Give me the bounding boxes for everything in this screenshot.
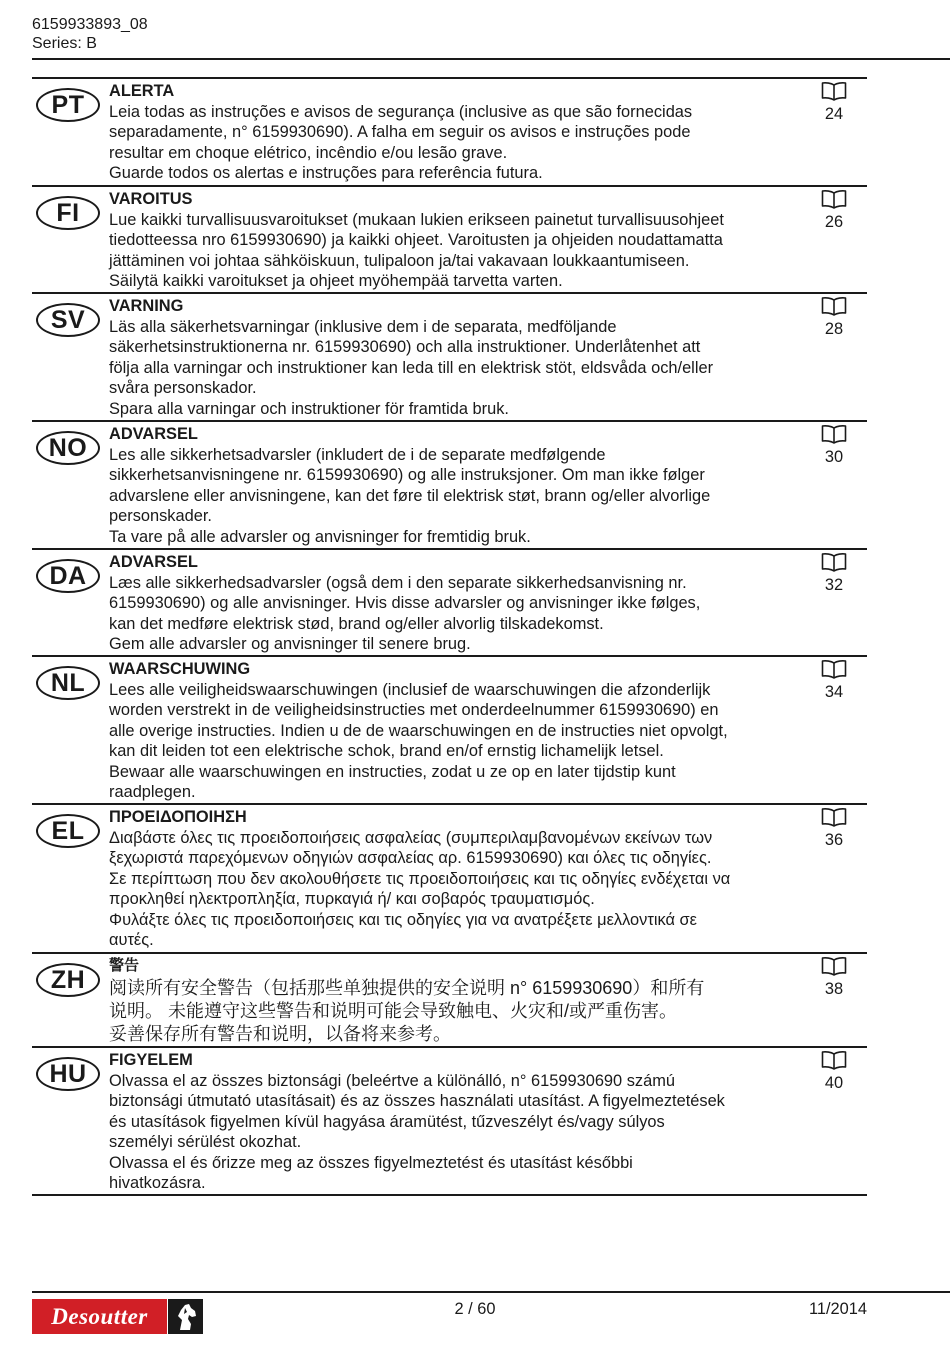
warning-line: Säilytä kaikki varoitukset ja ohjeet myöhempää tarvetta varten.: [109, 272, 563, 290]
reference-page-number: 32: [824, 576, 844, 594]
warning-heading: FIGYELEM: [109, 1051, 193, 1069]
warning-line: alle overige instructies. Indien u de de waarschuwingen en de instructies niet opvolgt,: [109, 721, 728, 740]
book-icon: [817, 189, 851, 209]
warning-line: Olvassa el és őrizze meg az összes figyelmeztetést és utasítást későbbi: [109, 1153, 633, 1172]
reference-page-number: 36: [824, 831, 844, 849]
page-number: 2 / 60: [454, 1300, 496, 1318]
warning-body: [109, 828, 809, 951]
warning-line: personskader.: [109, 507, 212, 525]
language-code-badge: NL: [36, 666, 100, 700]
warning-heading: ADVARSEL: [109, 553, 198, 571]
warning-text: [109, 296, 809, 419]
warning-text: [109, 81, 809, 184]
warning-body: [109, 317, 809, 420]
warning-body: [109, 102, 809, 184]
warning-line: Φυλάξτε όλες τις προειδοποιήσεις και τις οδηγίες για να ανατρέξετε μελλοντικά σε: [109, 910, 697, 929]
warning-line: 说明。 未能遵守这些警告和说明可能会导致触电、火灾和/或严重伤害。: [109, 1000, 677, 1021]
warning-text: [109, 552, 809, 655]
warning-line: Ta vare på alle advarsler og anvisninger for fremtidig bruk.: [109, 527, 531, 546]
warning-line: Gem alle advarsler og anvisninger til senere brug.: [109, 635, 471, 653]
page-reference: [817, 296, 851, 339]
warning-body: [109, 573, 809, 655]
warning-line: Les alle sikkerhetsadvarsler (inkludert de i de separate medfølgende: [109, 445, 606, 464]
warning-text: [109, 807, 809, 951]
reference-page-number: 34: [824, 683, 844, 701]
warning-line: 妥善保存所有警告和说明，以备将来参考。: [109, 1023, 451, 1044]
warning-text: [109, 189, 809, 292]
warning-line: Guarde todos os alertas e instruções para referência futura.: [109, 164, 543, 182]
page-reference: [817, 424, 851, 467]
page-reference: [817, 552, 851, 595]
warning-line: worden verstrekt in de veiligheidsinstructies met onderdeelnummer 6159930690) en: [109, 701, 719, 719]
warning-line: följa alla varningar och instruktioner kan leda till en elektrisk stöt, eldsvåda och/eller: [109, 358, 714, 377]
warning-heading: VAROITUS: [109, 190, 193, 208]
footer-divider: [32, 1291, 950, 1293]
reference-page-number: 28: [824, 320, 844, 338]
warning-line: sikkerhetsanvisningene nr. 6159930690) og alle instruksjoner. Om man ikke følger: [109, 466, 705, 484]
warning-body: [109, 210, 809, 292]
warning-line: 6159930690) og alle anvisninger. Hvis disse advarsler og anvisninger ikke følges,: [109, 594, 701, 612]
book-icon: [817, 1050, 851, 1070]
warning-line: személyi sérülést okozhat.: [109, 1133, 302, 1151]
horse-emblem-icon: [168, 1299, 203, 1334]
section-row-zh: [32, 954, 867, 1048]
language-code-badge: HU: [36, 1057, 100, 1091]
warning-line: 阅读所有安全警告（包括那些单独提供的安全说明 n° 6159930690）和所有: [109, 977, 705, 998]
page-reference: [817, 189, 851, 232]
page-reference: [817, 659, 851, 702]
warning-line: kan dit leiden tot een elektrische schok, brand en/of ernstig lichamelijk letsel.: [109, 742, 664, 760]
book-icon: [817, 81, 851, 101]
warning-line: Bewaar alle waarschuwingen en instructies, zodat u ze op en later tijdstip kunt: [109, 762, 676, 781]
warning-line: Leia todas as instruções e avisos de segurança (inclusive as que são fornecidas: [109, 102, 693, 121]
warning-line: tiedotteessa nro 6159930690) ja kaikki ohjeet. Varoitusten ja ohjeiden noudattamatta: [109, 231, 723, 249]
book-icon: [817, 552, 851, 572]
section-row-el: [32, 805, 867, 954]
reference-page-number: 38: [824, 980, 844, 998]
warning-line: Σε περίπτωση που δεν ακολουθήσετε τις προειδοποιήσεις και τις οδηγίες ενδέχεται να: [109, 869, 731, 888]
warning-text: [109, 659, 809, 803]
warning-heading: VARNING: [109, 297, 184, 315]
page-reference: [817, 1050, 851, 1093]
book-icon: [817, 424, 851, 444]
reference-page-number: 26: [824, 213, 844, 231]
language-code-badge: SV: [36, 303, 100, 337]
warning-line: Lue kaikki turvallisuusvaroitukset (mukaan lukien erikseen painetut turvallisuusohjeet: [109, 210, 724, 229]
warning-line: advarslene eller anvisningene, kan det føre til elektrisk støt, brann og/eller alvorlige: [109, 486, 711, 505]
warning-heading: ADVARSEL: [109, 425, 198, 443]
book-icon: [817, 659, 851, 679]
document-header: [32, 15, 148, 53]
warning-body: [109, 445, 809, 548]
warning-line: Lees alle veiligheidswaarschuwingen (inclusief de waarschuwingen die afzonderlijk: [109, 680, 711, 699]
warning-line: Διαβάστε όλες τις προειδοποιήσεις ασφαλείας (συμπεριλαμβανομένων εκείνων των: [109, 828, 713, 847]
page-reference: [817, 956, 851, 999]
book-icon: [817, 956, 851, 976]
section-row-hu: [32, 1048, 867, 1196]
language-code-badge: ZH: [36, 963, 100, 997]
language-code-badge: NO: [36, 431, 100, 465]
warning-line: προκληθεί ηλεκτροπληξία, πυρκαγιά ή/ και σοβαρός τραυματισμός.: [109, 890, 595, 908]
section-row-no: [32, 422, 867, 550]
document-series: Series: B: [32, 35, 97, 52]
warning-body: [109, 680, 809, 803]
warning-heading: ΠΡΟΕΙΔΟΠΟΙΗΣΗ: [109, 808, 247, 826]
warning-body: [109, 1071, 809, 1194]
warning-line: raadplegen.: [109, 783, 196, 801]
warning-line: Spara alla varningar och instruktioner för framtida bruk.: [109, 399, 509, 418]
warning-line: Läs alla säkerhetsvarningar (inklusive dem i de separata, medföljande: [109, 317, 617, 336]
book-icon: [817, 807, 851, 827]
warning-line: ξεχωριστά παρεχόμενων οδηγιών ασφαλείας αρ. 6159930690) και όλες τις οδηγίες.: [109, 849, 712, 867]
desoutter-logo: [32, 1299, 203, 1334]
language-code-badge: EL: [36, 814, 100, 848]
warning-line: Olvassa el az összes biztonsági (beleértve a különálló, n° 6159930690 számú: [109, 1071, 675, 1090]
warning-line: separadamente, n° 6159930690). A falha em seguir os avisos e instruções pode: [109, 123, 691, 141]
warning-body: [109, 977, 809, 1046]
section-row-fi: [32, 187, 867, 294]
warning-text: [109, 424, 809, 547]
reference-page-number: 30: [824, 448, 844, 466]
page-reference: [817, 807, 851, 850]
section-row-da: [32, 550, 867, 657]
book-icon: [817, 296, 851, 316]
warning-heading: 警告: [109, 957, 140, 974]
warning-line: biztonsági útmutató utasításait) és az összes használati utasítást. A figyelmeztetések: [109, 1092, 725, 1110]
warning-heading: WAARSCHUWING: [109, 660, 251, 678]
warning-text: [109, 1050, 809, 1194]
warning-line: säkerhetsinstruktionerna nr. 6159930690) och alla instruktioner. Underlåtenhet att: [109, 338, 701, 356]
warning-line: és utasítások figyelmen kívül hagyása áramütést, tűzveszélyt és/vagy súlyos: [109, 1112, 665, 1131]
warning-line: Læs alle sikkerhedsadvarsler (også dem i den separate sikkerhedsanvisning nr.: [109, 573, 687, 592]
warning-heading: ALERTA: [109, 82, 175, 100]
language-code-badge: FI: [36, 196, 100, 230]
warning-line: jättäminen voi johtaa sähköiskuun, tulipaloon ja/tai vakavaan loukkaantumiseen.: [109, 251, 690, 270]
warning-line: hivatkozásra.: [109, 1174, 206, 1192]
warning-line: resultar em choque elétrico, incêndio e/ou lesão grave.: [109, 143, 508, 162]
language-code-badge: PT: [36, 88, 100, 122]
section-row-nl: [32, 657, 867, 805]
warning-line: kan det medføre elektrisk stød, brand og/eller alvorlig tilskadekomst.: [109, 614, 604, 633]
section-row-pt: [32, 79, 867, 187]
warning-line: svåra personskador.: [109, 379, 257, 397]
language-code-badge: DA: [36, 559, 100, 593]
page-reference: [817, 81, 851, 124]
document-number: 6159933893_08: [32, 16, 148, 33]
warning-text: [109, 956, 809, 1046]
warning-line: αυτές.: [109, 931, 154, 949]
logo-wordmark: Desoutter: [32, 1299, 167, 1334]
section-row-sv: [32, 294, 867, 422]
reference-page-number: 24: [824, 105, 844, 123]
header-divider: [32, 58, 950, 60]
publication-date: 11/2014: [808, 1300, 867, 1318]
reference-page-number: 40: [824, 1074, 844, 1092]
